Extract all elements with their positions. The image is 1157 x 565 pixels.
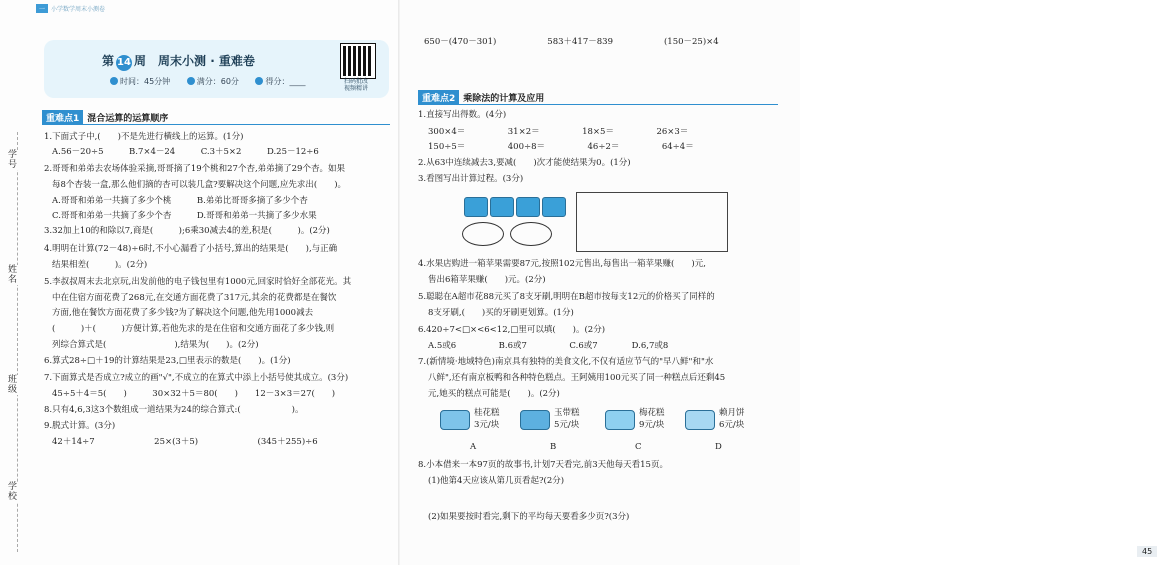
quiz-banner [44,40,389,98]
group-circle [462,222,504,246]
group-circle [510,222,552,246]
question-line: 7.(新情境·地域特色)南京具有独特的美食文化,不仅有适应节气的"早八鲜"和"水 [418,357,714,367]
question-line: 8.小本借来一本97页的故事书,计划7天看完,前3天他每天看15页。 [418,460,668,470]
question-line: 1.下面式子中,( )不是先进行横线上的运算。(1分) [44,132,244,142]
cake-image [440,410,470,430]
question-line: A.哥哥和弟弟一共摘了多少个桃 B.弟弟比哥哥多摘了多少个杏 [52,196,308,206]
question-line: 列综合算式是( ),结果为( )。(2分) [52,340,259,350]
question-line: A.56－20÷5 B.7×4－24 C.3＋5×2 D.25－12÷6 [52,147,319,157]
left-page [0,0,400,565]
question-line: (2)如果要按时看完,剩下的平均每天要看多少页?(3分) [428,512,630,522]
student-info-sidebar [0,0,30,565]
question-line: 150÷5＝ 400÷8＝ 46÷2＝ 64÷4＝ [428,142,694,152]
question-line: 9.脱式计算。(3分) [44,421,116,431]
question-line: 2.哥哥和弟弟去农场体验采摘,哥哥摘了19个桃和27个杏,弟弟摘了29个杏。如果 [44,164,345,174]
cake-image [685,410,715,430]
question-line: 方面,他在餐饮方面花费了多少钱?为了解决这个问题,他先用1000减去 [52,308,314,318]
question-line: 3.看图写出计算过程。(3分) [418,174,524,184]
question-line: 300×4＝ 31×2＝ 18×5＝ 26×3＝ [428,127,689,137]
cake-price: 5元/块 [554,420,580,430]
cake-name: 赖月饼 [719,408,745,418]
question-line: 5.聪聪在A超市花88元买了8支牙刷,明明在B超市按每支12元的价格买了同样的 [418,292,715,302]
question-line: 6.算式28÷□＋19的计算结果是23,□里表示的数是( )。(1分) [44,356,291,366]
question-line: C.哥哥和弟弟一共摘了多少个杏 D.哥哥和弟弟一共摘了多少水果 [52,211,317,221]
cake-image [605,410,635,430]
question-line: 八鲜",还有南京板鸭和各种特色糕点。王阿姨用100元买了同一种糕点后还剩45 [428,373,726,383]
cake-price: 6元/块 [719,420,745,430]
cake-price: 9元/块 [639,420,665,430]
cake-price: 3元/块 [474,420,500,430]
question-line: 4.明明在计算(72－48)÷6时,不小心漏看了小括号,算出的结果是( ),与正确 [44,244,338,254]
qr-code-icon[interactable] [341,44,375,78]
question-line: 8支牙刷,( )买的牙刷更划算。(1分) [428,308,574,318]
cake-option-letter[interactable]: A [470,442,477,452]
sidebar-label-id: 学号 [8,150,18,170]
week-badge: 14 [116,55,132,71]
section-rule [418,104,778,105]
right-page [400,0,1153,565]
page-number: 45 [1137,546,1157,557]
answer-box[interactable] [576,192,728,252]
sidebar-label-name: 姓名 [8,265,18,285]
sidebar-label-class: 班级 [8,375,18,395]
question-line: 3.32加上10的和除以7,商是( );6乘30减去4的差,积是( )。(2分) [44,226,330,236]
cake-image [520,410,550,430]
stick-bundle [464,197,488,217]
question-line: 结果相差( )。(2分) [52,260,148,270]
stick-bundle [542,197,566,217]
question-line: 5.李叔叔周末去北京玩,出发前他的电子钱包里有1000元,回家时恰好全部花光。其 [44,277,352,287]
question-line: 1.直接写出得数。(4分) [418,110,507,120]
banner-info: 时间：45分钟 满分：60分 得分：____ [110,76,319,87]
cake-option-letter[interactable]: B [550,442,557,452]
sidebar-label-school: 学校 [8,482,18,502]
continued-calc-row: 650－(470－301) 583＋417－839 (150－25)×4 [424,37,719,47]
cake-option-letter[interactable]: C [635,442,642,452]
question-line: 45÷5＋4＝5( ) 30×32＋5＝80( ) 12－3×3＝27( ) [52,389,336,399]
cake-name: 梅花糕 [639,408,665,418]
question-line: 7.下面算式是否成立?成立的画"√",不成立的在算式中添上小括号使其成立。(3分) [44,373,349,383]
question-line: 2.从63中连续减去3,要减( )次才能使结果为0。(1分) [418,158,631,168]
section-rule [42,124,390,125]
question-line: 售出6箱苹果赚( )元。(2分) [428,275,546,285]
cake-name: 桂花糕 [474,408,500,418]
question-line: (1)他第4天应该从第几页看起?(2分) [428,476,565,486]
question-line: 8.只有4,6,3这3个数组成一道结果为24的综合算式:( )。 [44,405,304,415]
section-heading-2: 重难点2 乘除法的计算及应用 [418,90,544,105]
question-line: ( )＋( )方便计算,若他先求的是在住宿和交通方面花了多少钱,则 [52,324,335,334]
banner-title: 第 14 周 周末小测 · 重难卷 [102,52,255,71]
qr-caption: 扫码批改 视频精讲 [343,78,368,92]
running-head: 一 小学数学周末小测卷 [36,4,105,13]
cake-name: 玉带糕 [554,408,580,418]
score-icon [187,77,195,85]
question-line: 中在住宿方面花费了268元,在交通方面花费了317元,其余的花费都是在餐饮 [52,293,337,303]
question-line: 元,她买的糕点可能是( )。(2分) [428,389,560,399]
pen-icon [255,77,263,85]
question-line: 每8个杏装一盒,那么他们摘的杏可以装几盒?要解决这个问题,应先求出( )。 [52,180,347,190]
clock-icon [110,77,118,85]
question-line: A.5或6 B.6或7 C.6或7 D.6,7或8 [428,341,669,351]
section-heading-1: 重难点1 混合运算的运算顺序 [42,110,168,125]
question-line: 42＋14÷7 25×(3＋5) (345＋255)÷6 [52,437,318,447]
question-line: 4.水果店购进一箱苹果需要87元,按照102元售出,每售出一箱苹果赚( )元, [418,259,706,269]
cake-option-letter[interactable]: D [715,442,722,452]
stick-bundle [516,197,540,217]
stick-bundle [490,197,514,217]
question-line: 6.420÷7<□×<6<12,□里可以填( )。(2分) [418,325,606,335]
